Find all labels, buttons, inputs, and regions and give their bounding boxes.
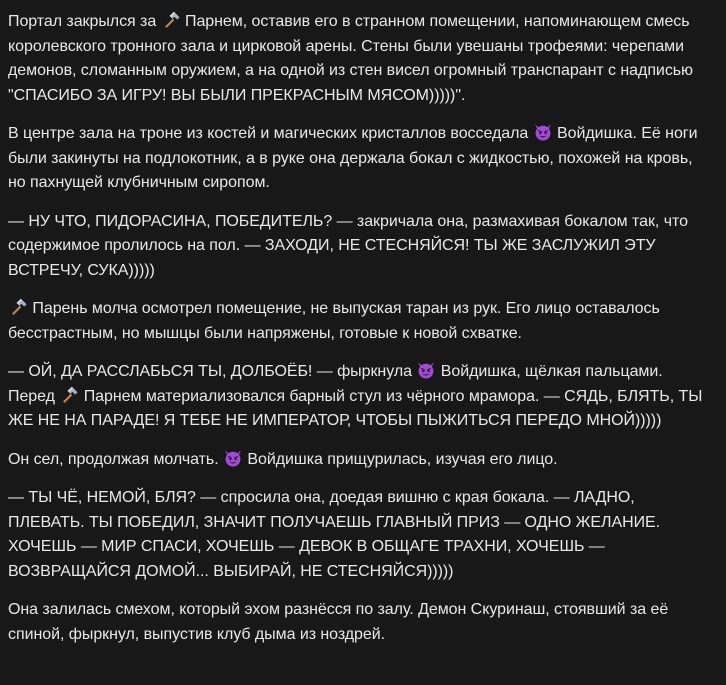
paragraph-text: Он сел, продолжая молчать. xyxy=(8,450,223,468)
story-paragraph xyxy=(8,486,708,584)
paragraph-text: — НУ ЧТО, ПИДОРАСИНА, ПОБЕДИТЕЛЬ? — закричала она, размахивая бокалом так, что содержимое пролилось на пол. — ЗАХОДИ, НЕ СТЕСНЯЙСЯ! ТЫ ЖЕ ЗАСЛУЖИЛ ЭТУ ВСТРЕЧУ, СУКА))))) xyxy=(8,212,688,279)
smiling-imp-icon xyxy=(417,361,435,379)
paragraph-text: Парнем, оставив его в странном помещении, напоминающем смесь королевского тронного зала и цирковой арены. Стены были увешаны трофеями: черепами демонов, сломанным оружием, а на одной из стен висел огромный транспарант с надписью "СПАСИБО ЗА ИГРУ! ВЫ БЫЛИ ПРЕКРАСНЫМ МЯСОМ)))))". xyxy=(8,13,694,104)
hammer-icon xyxy=(9,298,27,316)
smiling-imp-icon xyxy=(534,123,552,141)
story-paragraph xyxy=(8,297,708,346)
paragraph-text: Парень молча осмотрел помещение, не выпуская таран из рук. Его лицо оставалось бесстрастным, но мышцы были напряжены, готовые к новой схватке. xyxy=(8,300,660,342)
story-paragraph xyxy=(8,122,708,196)
paragraph-text: Портал закрылся за xyxy=(8,13,161,30)
story-paragraph xyxy=(8,448,708,473)
paragraph-text: Войдишка прищурилась, изучая его лицо. xyxy=(247,450,558,468)
paragraph-text: Парнем материализовался барный стул из чёрного мрамора. — СЯДЬ, БЛЯТЬ, ТЫ ЖЕ НЕ НА ПАРАДЕ! Я ТЕБЕ НЕ ИМПЕРАТОР, ЧТОБЫ ПЫЖИТЬСЯ ПЕРЕДО МНОЙ))))) xyxy=(8,387,703,429)
story-paragraph xyxy=(8,210,708,284)
paragraph-text: Она залилась смехом, который эхом разнёсся по залу. Демон Скуринаш, стоявший за её спиной, фыркнул, выпустив клуб дыма из ноздрей. xyxy=(8,601,669,643)
story-paragraph xyxy=(8,360,708,434)
story-paragraph xyxy=(8,598,708,647)
story-paragraph xyxy=(8,10,708,108)
paragraph-text: — ТЫ ЧЁ, НЕМОЙ, БЛЯ? — спросила она, доедая вишню с края бокала. — ЛАДНО, ПЛЕВАТЬ. ТЫ ПОБЕДИЛ, ЗНАЧИТ ПОЛУЧАЕШЬ ГЛАВНЫЙ ПРИЗ — ОДНО ЖЕЛАНИЕ. ХОЧЕШЬ — МИР СПАСИ, ХОЧЕШЬ — ДЕВОК В ОБЩАГЕ ТРАХНИ, ХОЧЕШЬ — ВОЗВРАЩАЙСЯ ДОМОЙ... ВЫБИРАЙ, НЕ СТЕСНЯЙСЯ))))) xyxy=(8,489,661,580)
paragraph-text: В центре зала на троне из костей и магических кристаллов восседала xyxy=(8,125,533,142)
smiling-imp-icon xyxy=(224,449,242,467)
paragraph-text: Войдишка. Её ноги были закинуты на подлокотник, а в руке она держала бокал с жидкостью, похожей на кровь, но пахнущей клубничным сиропом. xyxy=(8,125,698,191)
paragraph-text: Войдишка, щёлкая пальцами. Перед xyxy=(8,363,663,405)
hammer-icon xyxy=(60,386,78,404)
paragraph-text: — ОЙ, ДА РАССЛАБЬСЯ ТЫ, ДОЛБОЁБ! — фыркнула xyxy=(8,363,417,380)
hammer-icon xyxy=(162,11,180,29)
